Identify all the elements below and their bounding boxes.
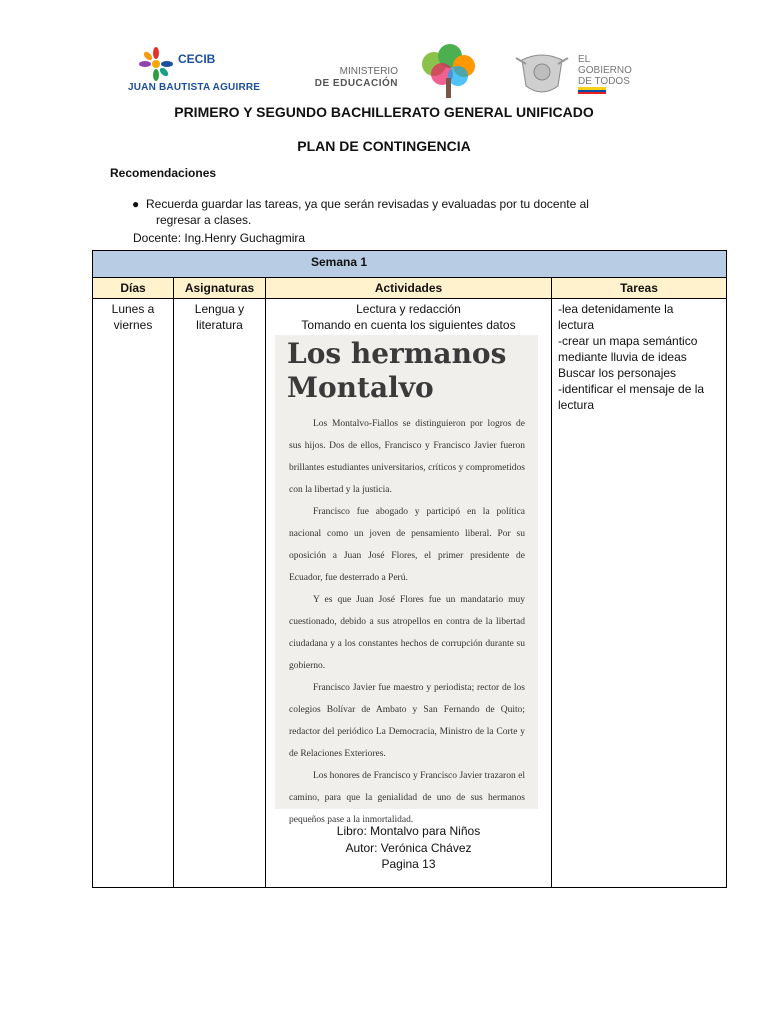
excerpt-title-line-2: Montalvo [287, 371, 434, 404]
bullet-line-1: Recuerda guardar las tareas, ya que serán revisadas y evaluadas por tu docente al [146, 197, 589, 211]
excerpt-paragraph: Francisco fue abogado y participó en la política nacional como un joven de pensamiento liberal. Por su oposición a Juan José Flores, el primer presidente de Ecuador, fue desterrado a Perú. [289, 507, 525, 583]
ecuador-shield-logo [512, 50, 572, 100]
gobierno-line3: DE TODOS [578, 76, 630, 87]
task-line: lectura [558, 318, 595, 332]
recommendations-heading: Recomendaciones [110, 166, 217, 180]
excerpt-paragraph: Los honores de Francisco y Francisco Javier trazaron el camino, para que la genialidad de uno de sus hermanos pequeños pase a la inmortalidad. [289, 771, 525, 825]
cell-tareas [552, 301, 726, 413]
activity-line-1: Lectura y redacción [356, 302, 461, 316]
cell-dias [93, 301, 173, 333]
activity-table [92, 250, 727, 888]
column-header-dias: Días [93, 278, 173, 299]
page-title: PRIMERO Y SEGUNDO BACHILLERATO GENERAL UNIFICADO [174, 104, 594, 120]
column-divider [265, 278, 266, 888]
flag-stripe-icon [578, 87, 634, 95]
task-line: mediante lluvia de ideas [558, 350, 687, 364]
gobierno-line1: EL [578, 54, 591, 65]
task-line: -identificar el mensaje de la [558, 382, 705, 396]
ministerio-logo [288, 66, 398, 96]
dias-line-2: viernes [113, 318, 153, 332]
column-divider [173, 278, 174, 888]
cecib-name: CECIB [178, 52, 216, 66]
task-line: lectura [558, 398, 595, 412]
asig-line-2: literatura [196, 318, 243, 332]
excerpt-title [287, 337, 506, 405]
excerpt-title-line-1: Los hermanos [287, 337, 507, 370]
toda-una-vida-logo [410, 42, 486, 102]
column-header-actividades: Actividades [266, 278, 551, 299]
ministerio-line2: DE EDUCACIÓN [314, 78, 398, 89]
header-logos [0, 40, 768, 110]
column-header-tareas: Tareas [552, 278, 726, 299]
week-label: Semana 1 [311, 255, 368, 269]
tree-icon [410, 42, 486, 102]
reference-book: Libro: Montalvo para Niños [336, 824, 481, 838]
gobierno-line2: GOBIERNO [578, 65, 632, 76]
task-line: Buscar los personajes [558, 366, 677, 380]
bullet-line-2: regresar a clases. [156, 213, 252, 227]
bullet-icon: ● [132, 197, 140, 211]
page-subtitle: PLAN DE CONTINGENCIA [297, 138, 471, 154]
asig-line-1: Lengua y [194, 302, 245, 316]
book-excerpt-image [275, 335, 538, 825]
cell-asignaturas [174, 301, 265, 333]
week-header [93, 251, 726, 278]
ministerio-line1: MINISTERIO [339, 66, 398, 77]
dias-line-1: Lunes a [111, 302, 155, 316]
excerpt-paragraph: Y es que Juan José Flores fue un mandatario muy cuestionado, debido a sus atropellos en contra de la libertad ciudadana y a los constantes hechos de corrupción durante su gobierno. [289, 595, 525, 671]
cecib-logo [128, 44, 268, 100]
teacher-name: Docente: Ing.Henry Guchagmira [133, 231, 306, 245]
cecib-subtitle: JUAN BAUTISTA AGUIRRE [128, 82, 261, 93]
column-header-asignaturas: Asignaturas [174, 278, 265, 299]
activity-line-2: Tomando en cuenta los siguientes datos [301, 318, 516, 332]
excerpt-paragraph: Francisco Javier fue maestro y periodista; rector de los colegios Bolívar de Ambato y San Fernando de Quito; redactor del periódico La Democracia, Ministro de la Corte y de Relaciones Exteriores. [289, 683, 525, 759]
task-line: -crear un mapa semántico [558, 334, 698, 348]
excerpt-paragraph: Los Montalvo-Fiallos se distinguieron por logros de sus hijos. Dos de ellos, Francisco y Francisco Javier fueron brillantes estudiantes universitarios, críticos y comprometidos con la libertad y la justicia. [289, 419, 525, 495]
flower-icon [138, 46, 174, 82]
reference-page: Pagina 13 [381, 857, 436, 871]
reference-author: Autor: Verónica Chávez [345, 841, 472, 855]
cell-actividades [266, 301, 551, 333]
excerpt-body [289, 413, 525, 831]
shield-icon [512, 50, 572, 100]
task-line: -lea detenidamente la [558, 302, 674, 316]
gobierno-logo [578, 54, 638, 98]
